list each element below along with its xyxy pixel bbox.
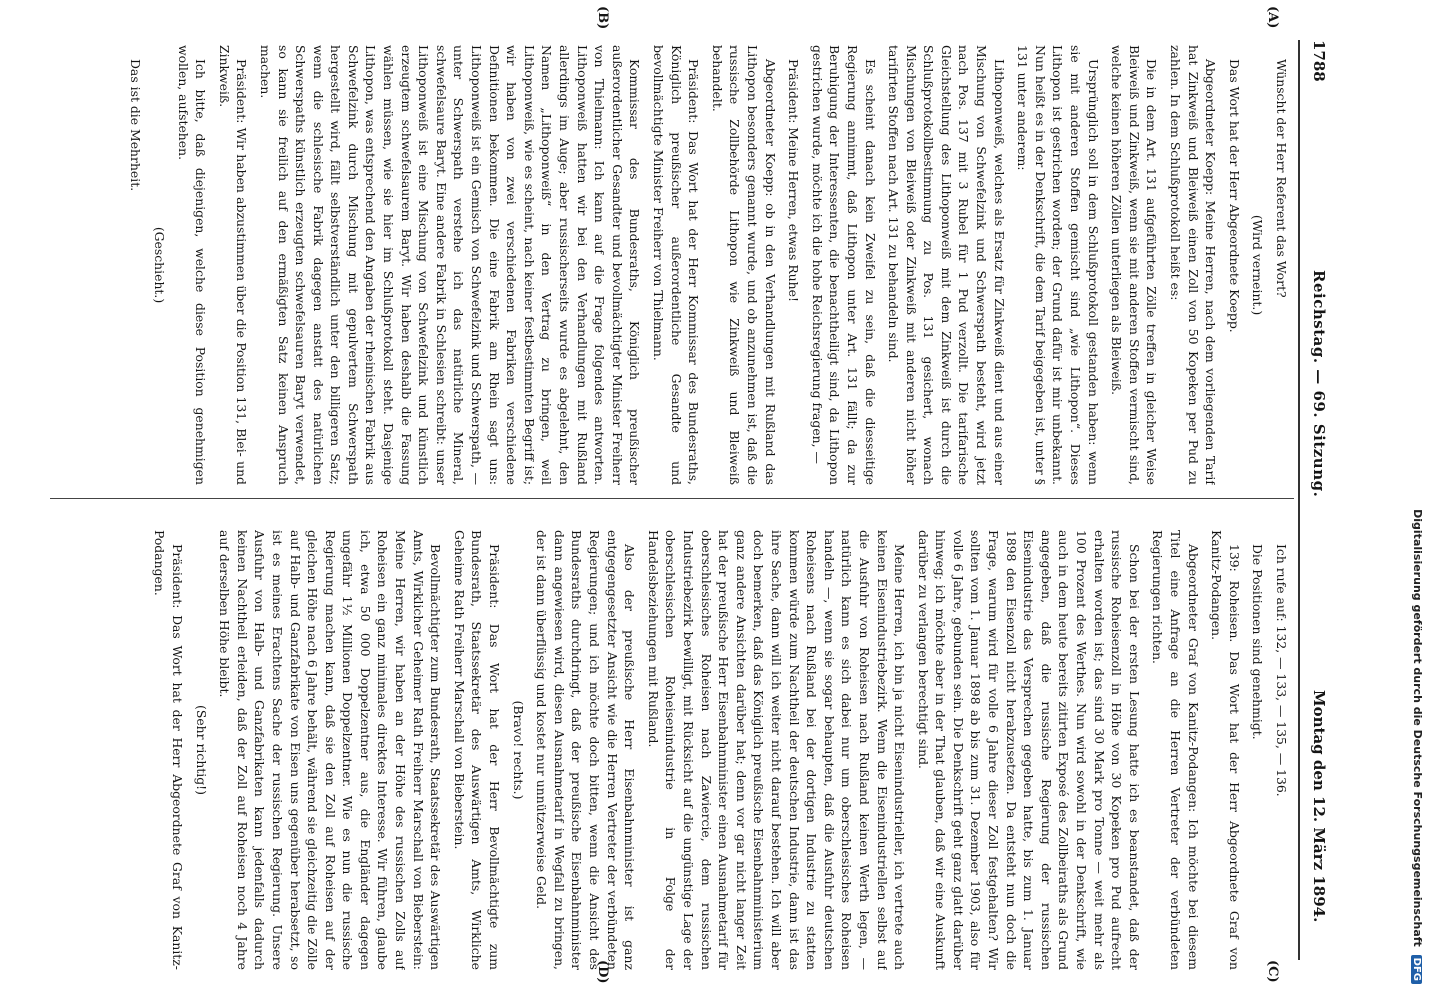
- right-column: [50, 530, 1290, 970]
- paragraph: Es scheint danach kein Zweifel zu sein, daß die diesseitige Regierung annimmt, daß Lithopon unter Art. 131 fällt; da zur Beruhigung der Interessenten, die benachtheiligt sind, da Lithopon gestrichen wurde, möchte ich die hohe Reichsregierung fragen, —: [809, 45, 878, 485]
- page-title: Reichstag. — 69. Sitzung.: [1310, 270, 1328, 498]
- paragraph: (Wird verneint.): [1250, 214, 1266, 316]
- paragraph: Wünscht der Herr Referent das Wort?: [1274, 59, 1289, 298]
- paragraph: (Bravo! rechts.): [510, 700, 526, 800]
- digitization-stamp: [1404, 0, 1432, 1000]
- paragraph: Meine Herren, ich bin ja nicht Eisenindustrieller, ich vertrete auch keinen Eisenindustriebezirk. Wenn die Eisenindustriellen selbst auf die Ausfuhr von Roheisen nach Rußland keinen Werth legen, — natürlich kann es sich dabei nur um oberschlesisches Roheisen handeln —, wenn sie sogar behaupten, daß die Ausfuhr deutschen Roheisens nach Rußland bei der dortigen Industrie zu statten kommen würde zum Nachtheil der deutschen Industrie, dann ist das ihre Sache, dann will ich weiter nicht darauf bestehen. Ich will aber doch bemerken, daß das Königlich preußische Eisenbahnministerium ganz andere Ansichten darüber hat; denn vor gar nicht langer Zeit hat der preußische Herr Eisenbahnminister einen Ausnahmetarif für oberschlesisches Roheisen nach Zawiercie, dem russischen Industriebezirk bewilligt, mit Rücksicht auf die ungünstige Lage der oberschlesischen Roheisenindustrie in Folge der Handelsbeziehungen mit Rußland.: [645, 530, 908, 970]
- column-divider: [50, 498, 1294, 499]
- paragraph: Abgeordneter Koepp: ob in den Verhandlungen mit Rußland das Lithopon besonders genannt wurde, und ob anzunehmen ist, daß die russische Zollbehörde Lithopon wie Zinkweiß und Bleiweiß behandelt.: [709, 45, 778, 485]
- margin-mark-c: (C): [1265, 960, 1280, 983]
- paragraph: Die in dem Art. 131 aufgeführten Zölle treffen in gleicher Weise Bleiweiß und Zinkweiß, wenn sie mit anderen Stoffen vermischt sind, welche keinen höheren Zöllen unterliegen als Bleiweiß.: [1109, 45, 1160, 485]
- paragraph: Also der preußische Herr Eisenbahnminister ist ganz entgegengesetzter Ansicht wie die Herren Vertreter der verbündeten Regierungen; und ich möchte doch bitten, wenn die Ansicht des Bundesraths durchdringt, daß der preußische Eisenbahnminister dann angewiesen wird, diesen Ausnahmetarif in Wegfall zu bringen, der ist dann überflüssig und kostet nur unnützerweise Geld.: [534, 530, 638, 970]
- running-header: [1302, 40, 1328, 960]
- paragraph: Lithoponweiß, welches als Ersatz für Zinkweiß dient und aus einer Mischung von Schwefelzink und Schwerspath besteht, wird jetzt nach Pos. 137 mit 3 Rubel für 1 Pud verzollt. Die tarifarische Gleichstellung des Lithoponweiß mit dem Zinkweiß ist durch die Schlußprotokollbestimmung zu Pos. 131 gesichert, wonach Mischungen von Bleiweiß oder Zinkweiß mit anderen nicht höher tarifirten Stoffen nach Art. 131 zu behandeln sind.: [886, 45, 1007, 485]
- header-rule: [1298, 40, 1300, 960]
- paragraph: Bevollmächtigter zum Bundesrath, Staatssekretär des Auswärtigen Amts, Wirklicher Geheimer Rath Freiherr Marschall von Bieberstein: Meine Herren, wir haben an der Höhe des russischen Zolls auf Roheisen ein ganz minimales direktes Interesse. Wir führen, glaube ich, etwa 50 000 Doppelzentner aus, die Engländer dagegen ungefähr 1½ Millionen Doppelzentner. Wie es nun die russische Regierung machen kann, daß sie den Zoll auf Roheisen auf der gleichen Höhe nach 6 Jahre behält, während sie gleichzeitig die Zölle auf Halb- und Ganzfabrikate von Eisen uns gegenüber herabsetzt, so ist es meines Erachtens Sache der russischen Regierung. Unsere Ausfuhr von Halb- und Ganzfabrikaten kann jedenfalls dadurch keinen Nachtheil erleiden, daß der Zoll auf Roheisen noch 4 Jahre auf derselben Höhe bleibt.: [217, 530, 444, 970]
- dfg-logo: DFG: [1411, 955, 1422, 984]
- stamp-text: Digitalisierung gefördert durch die Deutsche Forschungsgemeinschaft: [1411, 509, 1424, 947]
- margin-mark-a: (A): [1265, 6, 1280, 29]
- paragraph: Die Positionen sind genehmigt.: [1250, 544, 1266, 740]
- margin-mark-d: (D): [595, 960, 610, 984]
- paragraph: Präsident: Meine Herren, etwas Ruhe!: [786, 59, 802, 302]
- rotated-content: [30, 0, 1370, 1000]
- paragraph: Präsident: Wir haben abzustimmen über die Position 131, Blei- und Zinkweiß.: [216, 45, 250, 485]
- paragraph: Das Wort hat der Herr Abgeordnete Koepp.: [1226, 59, 1242, 333]
- paragraph: Ursprünglich soll in dem Schlußprotokoll gestanden haben: wenn sie mit anderen Stoffen gemischt sind „wie Lithopon“. Dieses Lithopon ist gestrichen worden; der Grund dafür ist mir unbekannt. Nun heißt es in der Denkschrift, die dem Tarif beigegeben ist, unter § 131 unter anderem:: [1015, 45, 1101, 485]
- paragraph: Schon bei der ersten Lesung hatte ich es beanstandet, daß der russische Roheisenzoll in Höhe von 30 Kopeken pro Pud aufrecht erhalten worden ist; das sind 30 Mark pro Tonne — weit mehr als 100 Prozent des Werthes. Nun wird sowohl in der Denkschrift, wie auch in dem heute bereits zitirten Exposé des Zollbeiraths als Grund angegeben, daß die russische Regierung der russischen Eisenindustrie das Versprechen gegeben hatte, bis zum 1. Januar 1898 den Eisenzoll nicht herabzusetzen. Da entsteht nun doch die Frage, warum wird für volle 6 Jahre dieser Zoll festgehalten? Wir sollten vom 1. Januar 1898 ab bis zum 31. Dezember 1903, also für volle 6 Jahre, gebunden sein. Die Denkschrift geht ganz glatt darüber hinweg; ich möchte aber in der That glauben, daß wir eine Auskunft darüber zu verlangen berechtigt sind.: [915, 530, 1142, 970]
- paragraph: Präsident: Das Wort hat der Herr Kommissar des Bundesraths, Königlich preußischer außerordentliche Gesandte und bevollmächtigte Minister Freiherr von Thielmann.: [651, 45, 702, 485]
- paragraph: Abgeordneter Koepp: Meine Herren, nach dem vorliegenden Tarif hat Zinkweiß und Bleiweiß einen Zoll von 50 Kopeken per Pud zu zahlen. In dem Schlußprotokoll heißt es:: [1168, 45, 1219, 485]
- session-date: Montag den 12. März 1894.: [1310, 690, 1328, 923]
- paragraph: Kommissar des Bundesraths, Königlich preußischer außerordentlicher Gesandter und bevollmächtigter Minister Freiherr von Thielmann: Ich kann auf die Frage folgendes antworten. Lithoponweiß hatten wir bei den Verhandlungen mit Rußland allerdings im Auge; aber russischerseits wurde es abgelehnt, den Namen „Lithoponweiß“ in den Vertrag zu bringen, weil Lithoponweiß, wie es scheint, nach keiner festbestimmten Begriff ist; wir haben von zwei verschiedenen Fabriken verschiedene Definitionen bekommen. Die eine Fabrik am Rhein sagt uns: Lithoponweiß ist ein Gemisch von Schwefelzink und Schwerspath, — unter Schwerspath verstehe ich das natürliche Mineral, schwefelsaure Baryt. Eine andere Fabrik in Schlesien schreibt: unser Lithoponweiß ist eine Mischung von Schwefelzink und künstlich erzeugtem schwefelsaurem Baryt. Wir haben deshalb die Fassung wählen müssen, wie sie hier im Schlußprotokoll steht. Dasjenige Lithopon, was entsprechend den Angaben der rheinischen Fabrik aus Schwefelzink durch Mischung mit gepulvertem Schwerspath hergestellt wird, fällt selbstverständlich unter den billigeren Satz; wenn die schlesische Fabrik dagegen anstatt des natürlichen Schwerspaths künstlich erzeugten schwefelsauren Baryt verwendet, so kann sie freilich auf den ermäßigten Satz keinen Anspruch machen.: [257, 45, 643, 485]
- page-number: 1788: [1310, 40, 1328, 82]
- paragraph: (Sehr richtig!): [193, 705, 209, 795]
- paragraph: Präsident: Das Wort hat der Herr Abgeordnete Graf von Kanitz-Podangen.: [152, 530, 185, 970]
- paragraph: Ich rufe auf: 132, — 133, — 135, — 136.: [1274, 544, 1289, 797]
- left-column: [50, 45, 1290, 485]
- paragraph: Abgeordneter Graf von Kanitz-Podangen: Ich möchte bei diesem Titel eine Anfrage an die Herren Vertreter der verbündeten Regierungen richten.: [1150, 530, 1201, 970]
- paragraph: Präsident: Das Wort hat der Herr Bevollmächtigte zum Bundesrath, Staatssekretär des Auswärtigen Amts, Wirkliche Geheime Rath Freiherr Marschall von Bieberstein.: [451, 530, 503, 970]
- paragraph: (Geschieht.): [151, 226, 167, 304]
- paragraph: Das ist die Mehrheit.: [128, 59, 144, 192]
- paragraph: Ich bitte, daß diejenigen, welche diese Position genehmigen wollen, aufstehen.: [175, 45, 209, 485]
- paragraph: 139: Roheisen. Das Wort hat der Herr Abgeordnete Graf von Kanitz-Podangen.: [1209, 530, 1242, 970]
- margin-mark-b: (B): [595, 6, 610, 30]
